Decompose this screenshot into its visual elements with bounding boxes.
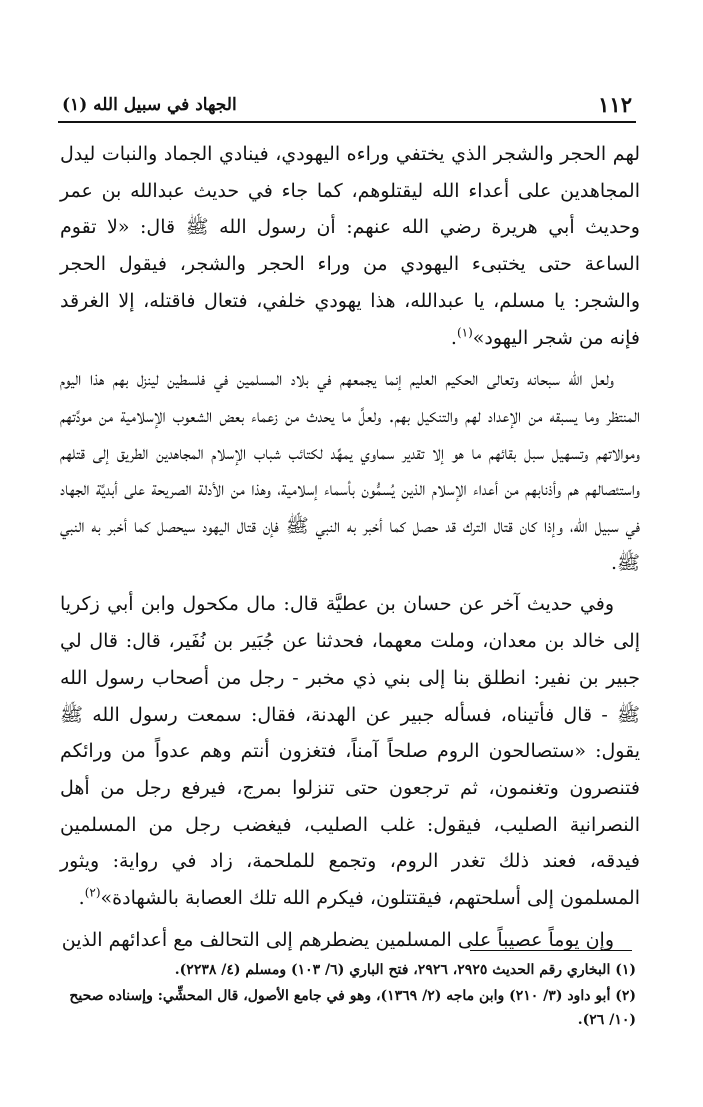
paragraph-4: وإن يوماً عصيباً على المسلمين يضطرهم إلى التحالف مع أعدائهم الذين xyxy=(61,928,614,951)
footnote-ref-1: (١) xyxy=(456,325,473,340)
footnote-1: (١) البخاري رقم الحديث ٢٩٢٥، ٢٩٢٦، فتح الباري (٦/ ١٠٣) ومسلم (٤/ ٢٢٣٨). xyxy=(174,962,636,978)
running-header xyxy=(62,84,632,118)
header-rule xyxy=(58,121,636,123)
paragraph-3 xyxy=(60,586,640,916)
paragraph-1-tail: . xyxy=(450,326,457,349)
footnotes xyxy=(60,958,636,1034)
body-text xyxy=(60,136,640,958)
paragraph-1 xyxy=(60,136,640,356)
footnote-rule xyxy=(470,950,632,951)
footnote-2: (٢) أبو داود (٣/ ٢١٠) وابن ماجه (٢/ ١٣٦٩)، وهو في جامع الأصول، قال المحشِّي: وإسناده صحيح (١٠/ ٢٦). xyxy=(69,987,636,1028)
paragraph-3-text: وفي حديث آخر عن حسان بن عطيَّة قال: مال مكحول وابن أبي زكريا إلى خالد بن معدان، وملت معهما، فحدثنا عن جُبَير بن نُفَير، قال: قال لي جبير بن نفير: انطلق بنا إلى بني ذي مخبر - رجل من أصحاب رسول الله ﷺ - قال فأتيناه، فسأله جبير عن الهدنة، فقال: سمعت رسول الله ﷺ يقول: «ستصالحون الروم صلحاً آمناً، فتغزون أنتم وهم عدواً من ورائكم فتنصرون وتغنمون، ثم ترجعون حتى تنزلوا بمرج، فيرفع رجل من أهل النصرانية الصليب، فيقول: غلب الصليب، فيغضب رجل من المسلمين فيدقه، فعند ذلك تغدر الروم، وتجمع للملحمة، زاد في رواية: ويثور المسلمون إلى أسلحتهم، فيقتتلون، فيكرم الله تلك العصابة بالشهادة» xyxy=(60,593,640,910)
paragraph-2: ولعل الله سبحانه وتعالى الحكيم العليم إنما يجمعهم في بلاد المسلمين في فلسطين لينزل بهم هذا اليوم المنتظر وما يسبقه من الإعداد لهم والتنكيل بهم. ولعلَّ ما يحدث من زعماء بعض الشعوب الإسلامية من مودَّتهم وموالاتهم وتسهيل سبل بقائهم ما هو إلا تقدير سماوي يمهِّد لكتائب شباب الإسلام المجاهدين الطريق إلى قتلهم واستئصالهم هم وأذنابهم من أعداء الإسلام الذين يُسمُّون بأسماء إسلامية، وهذا من الأدلة الصريحة على أبديَّة الجهاد في سبيل الله، وإذا كان قتال الترك قد حصل كما أخبر به النبي ﷺ فإن قتال اليهود سيحصل كما أخبر به النبي ﷺ. xyxy=(60,368,640,574)
running-title: الجهاد في سبيل الله (١) xyxy=(62,95,237,115)
page-number: ١١٢ xyxy=(598,92,632,117)
paragraph-1-text: لهم الحجر والشجر الذي يختفي وراءه اليهودي، فينادي الجماد والنبات ليدل المجاهدين على أعداء الله ليقتلوهم، كما جاء في حديث عبدالله بن عمر وحديث أبي هريرة رضي الله عنهم: أن رسول الله ﷺ قال: «لا تقوم الساعة حتى يختبىء اليهودي من وراء الحجر والشجر، فيقول الحجر والشجر: يا مسلم، يا عبدالله، هذا يهودي خلفي، فتعال فاقتله، إلا الغرقد فإنه من شجر اليهود» xyxy=(60,143,640,349)
footnote-ref-2: (٢) xyxy=(84,885,101,900)
paragraph-3-tail: . xyxy=(78,887,85,910)
